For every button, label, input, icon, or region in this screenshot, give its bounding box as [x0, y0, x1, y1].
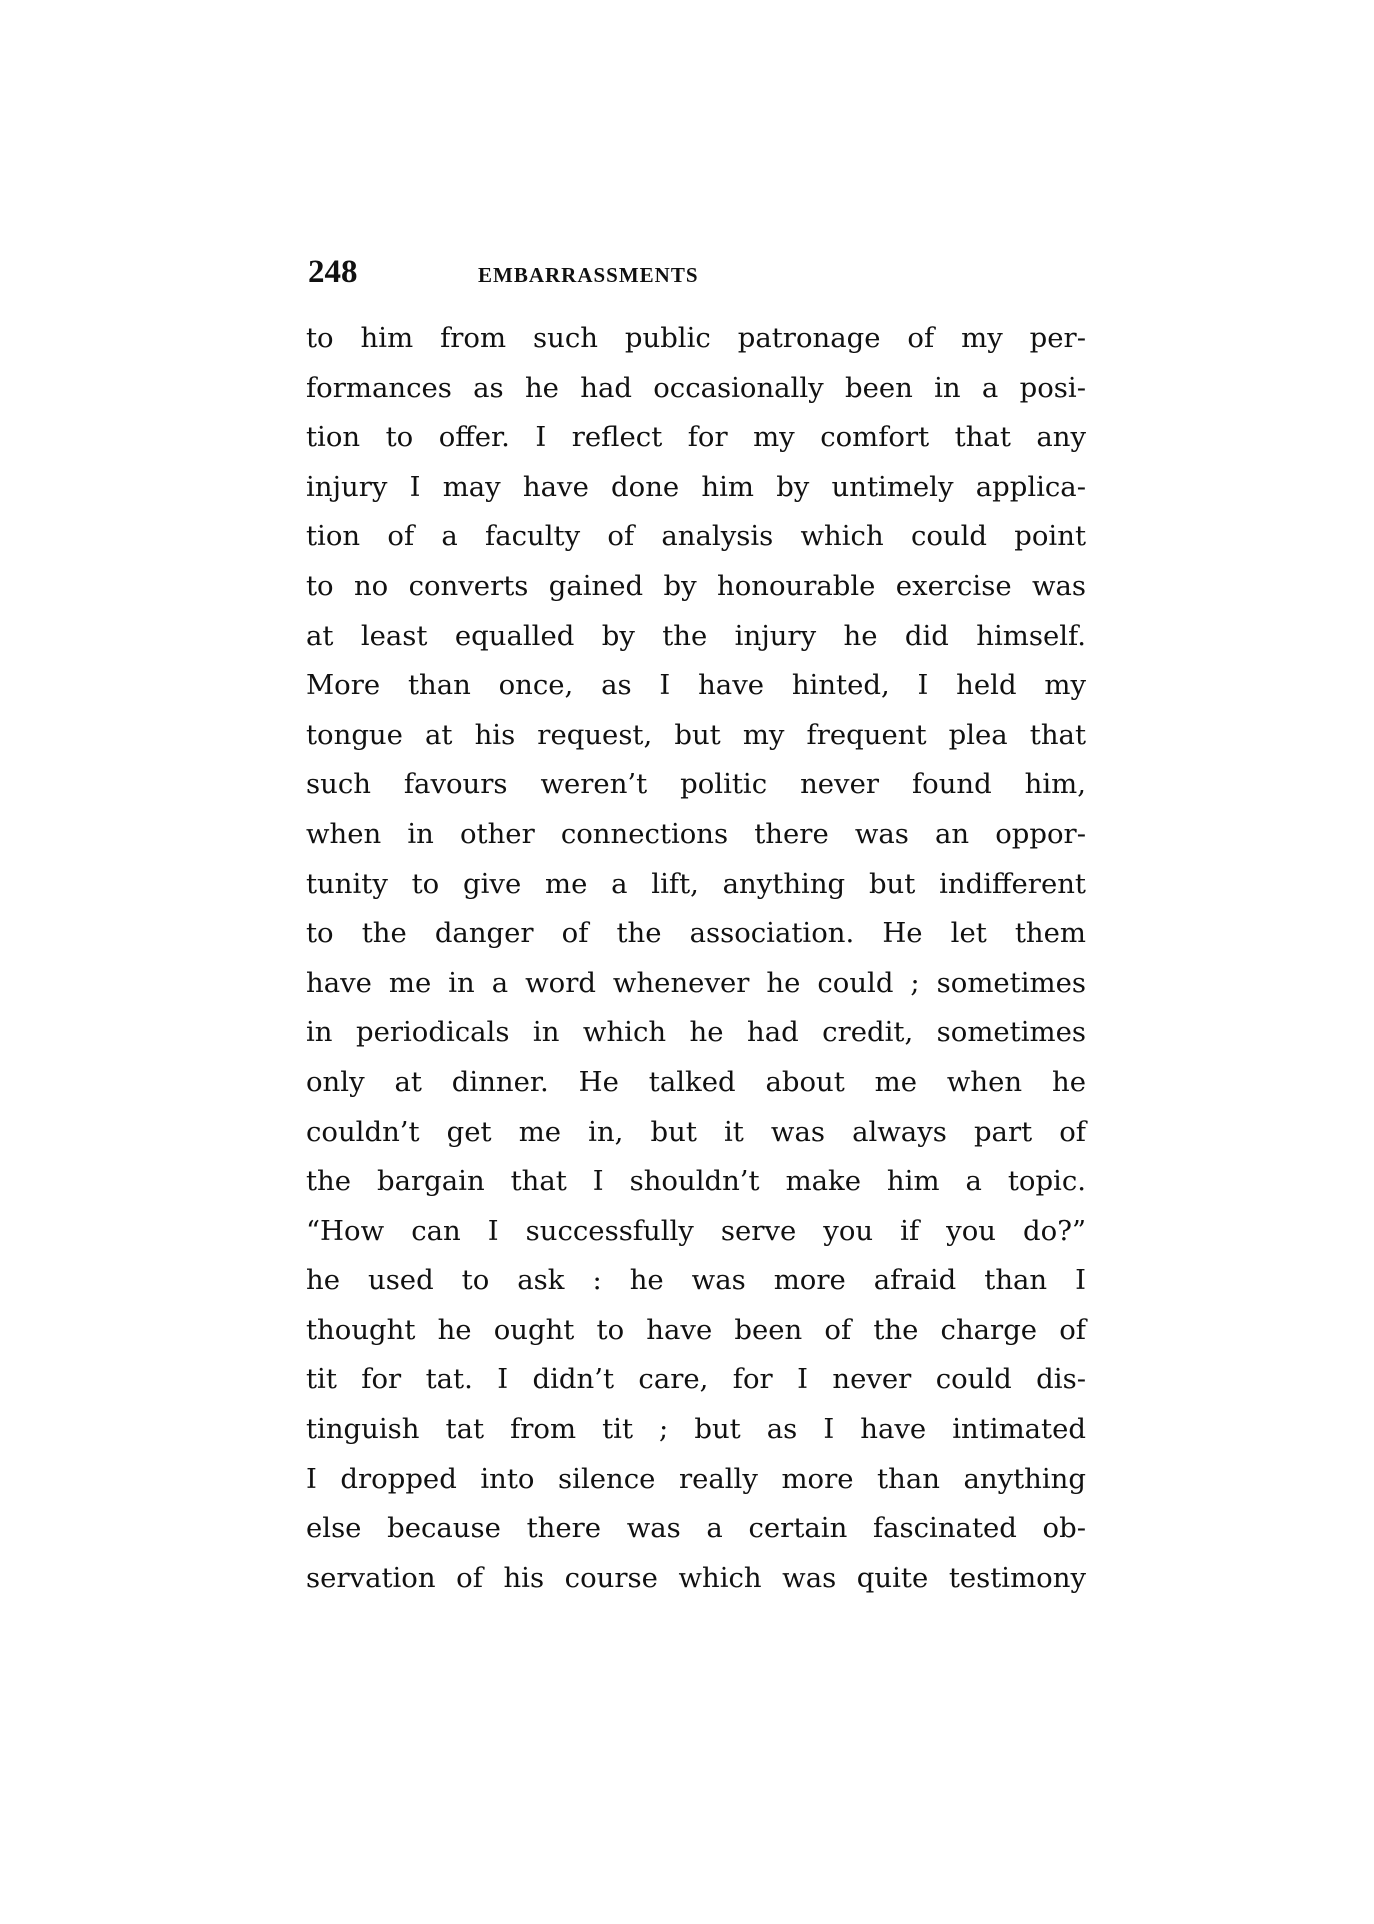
text-line: servation of his course which was quite testimony: [306, 1561, 1086, 1594]
text-line: injury I may have done him by untimely applica-: [306, 470, 1086, 503]
text-line: only at dinner. He talked about me when he: [306, 1065, 1086, 1098]
text-line: at least equalled by the injury he did himself.: [306, 619, 1086, 652]
text-line: in periodicals in which he had credit, sometimes: [306, 1016, 1086, 1049]
text-line: when in other connections there was an oppor-: [306, 817, 1086, 850]
text-line: thought he ought to have been of the charge of: [306, 1313, 1086, 1346]
page-number: 248: [308, 254, 358, 290]
text-line: I dropped into silence really more than anything: [306, 1462, 1086, 1495]
text-line: tunity to give me a lift, anything but indifferent: [306, 867, 1086, 900]
running-title: EMBARRASSMENTS: [478, 263, 699, 287]
text-line: have me in a word whenever he could ; sometimes: [306, 966, 1086, 999]
text-line: tongue at his request, but my frequent plea that: [306, 718, 1086, 751]
text-line: tion to offer. I reflect for my comfort that any: [306, 421, 1086, 454]
text-line: to the danger of the association. He let them: [306, 917, 1086, 950]
text-line: to him from such public patronage of my per-: [306, 322, 1086, 354]
text-line: such favours weren’t politic never found him,: [306, 768, 1086, 801]
text-line: to no converts gained by honourable exercise was: [306, 569, 1086, 602]
body-text: [306, 314, 1086, 1603]
text-line: the bargain that I shouldn’t make him a topic.: [306, 1165, 1086, 1198]
text-line: formances as he had occasionally been in a posi-: [306, 371, 1086, 404]
text-line: tit for tat. I didn’t care, for I never could dis-: [306, 1363, 1086, 1396]
text-line: he used to ask : he was more afraid than I: [306, 1264, 1086, 1297]
text-line: “How can I successfully serve you if you do?”: [306, 1214, 1086, 1247]
text-line: else because there was a certain fascinated ob-: [306, 1512, 1086, 1545]
text-line: tion of a faculty of analysis which could point: [306, 520, 1086, 553]
running-head: [308, 252, 1084, 292]
text-line: couldn’t get me in, but it was always part of: [306, 1115, 1086, 1148]
text-line: tinguish tat from tit ; but as I have intimated: [306, 1413, 1086, 1446]
text-line: More than once, as I have hinted, I held my: [306, 669, 1086, 702]
